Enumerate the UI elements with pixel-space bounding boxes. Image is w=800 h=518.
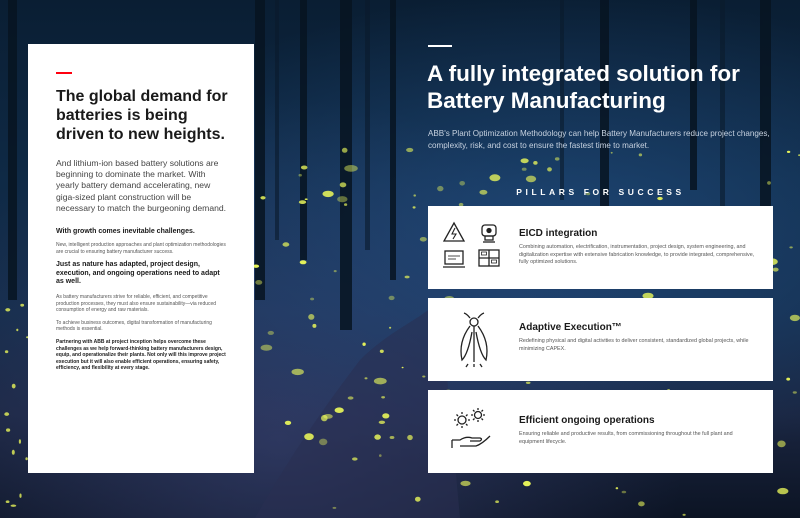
firefly-glow <box>638 501 645 506</box>
firefly-glow <box>522 168 527 171</box>
firefly-glow <box>285 421 291 425</box>
firefly-glow <box>20 304 24 307</box>
firefly-glow <box>389 327 391 329</box>
title-accent-bar <box>428 45 452 47</box>
firefly-glow <box>413 206 416 208</box>
transform-text: To achieve business outcomes, digital transformation of manufacturing methods is essential. <box>56 319 212 333</box>
eicd-icons <box>442 221 504 278</box>
laptop-icon <box>443 251 465 267</box>
pillar-title: Efficient ongoing operations <box>519 415 655 426</box>
firefly-glow <box>459 181 465 186</box>
firefly-glow <box>555 157 560 160</box>
firefly-glow <box>616 487 619 489</box>
page-title: A fully integrated solution for Battery Manufacturing <box>427 61 740 113</box>
firefly-glow <box>261 345 273 351</box>
firefly-glow <box>6 500 10 503</box>
firefly-glow <box>19 494 21 498</box>
firefly-glow <box>337 196 347 202</box>
firefly-glow <box>777 441 785 448</box>
firefly-glow <box>790 315 800 321</box>
firefly-glow <box>495 500 499 503</box>
accent-bar <box>56 72 72 74</box>
firefly-glow <box>299 200 306 204</box>
firefly-glow <box>365 377 368 379</box>
partner-text: Partnering with ABB at project inception helps overcome these challenges as we help forward-thinking battery manufacturers design, equip, and operationalize their plants. Not only will this improve project execution but it will also enable efficient operations, ensuring safety, efficiency, and flexibility at every stage. <box>56 338 226 372</box>
firefly-glow <box>333 507 337 509</box>
firefly-glow <box>380 350 384 353</box>
pillar-description: Ensuring reliable and productive results, from commissioning throughout the full plant and equipment lifecycle. <box>519 431 733 445</box>
left-info-card <box>28 44 254 473</box>
adapt-text: As battery manufacturers strive for reliable, efficient, and competitive production processes, they must also ensure sustainability—via reduced consumption of energy and raw materials. <box>56 293 217 314</box>
firefly-glow <box>379 454 382 457</box>
firefly-glow <box>415 497 421 502</box>
left-intro-text: And lithium-ion based battery solutions are beginning to dominate the market. With yearly battery demand accelerating, new giga-sized plant construction will be necessary to match the burgeoning demand. <box>56 158 227 213</box>
firefly-glow <box>402 367 404 369</box>
firefly-glow <box>344 165 358 172</box>
firefly-glow <box>335 407 344 413</box>
pillar-card-adaptive-execution <box>428 298 773 381</box>
left-heading: The global demand for batteries is being driven to new heights. <box>56 88 228 143</box>
firefly-glow <box>787 151 790 153</box>
firefly-glow <box>19 439 21 444</box>
firefly-glow <box>342 148 348 153</box>
firefly-glow <box>11 505 17 507</box>
firefly-glow <box>16 329 18 332</box>
firefly-glow <box>374 378 387 385</box>
firefly-glow <box>773 268 779 272</box>
firefly-glow <box>379 421 385 424</box>
firefly-glow <box>374 434 381 439</box>
firefly-glow <box>12 450 15 455</box>
firefly-glow <box>526 382 531 384</box>
firefly-glow <box>547 167 552 171</box>
firefly-glow <box>301 166 308 170</box>
firefly-glow <box>407 435 413 440</box>
adapt-heading: Just as nature has adapted, project design, execution, and ongoing operations need to adapt as well. <box>56 261 220 286</box>
firefly-glow <box>5 350 8 353</box>
pillar-card-eicd <box>428 206 773 289</box>
firefly-glow <box>305 198 308 200</box>
firefly-glow <box>12 384 16 389</box>
firefly-glow <box>789 246 792 248</box>
firefly-glow <box>526 176 536 183</box>
pillar-title: Adaptive Execution™ <box>519 322 622 333</box>
firefly-glow <box>340 182 347 187</box>
firefly-glow <box>4 412 9 416</box>
firefly-glow <box>323 414 333 419</box>
firefly-glow <box>489 174 500 181</box>
firefly-glow <box>413 194 416 196</box>
firefly-glow <box>786 378 790 381</box>
firefly-glow <box>268 331 274 335</box>
firefly-glow <box>322 191 333 197</box>
high-voltage-icon <box>444 223 464 241</box>
firefly-glow <box>767 181 771 185</box>
robot-icon <box>482 225 496 242</box>
firefly-glow <box>405 276 410 279</box>
firefly-glow <box>283 242 290 246</box>
firefly-glow <box>460 481 470 486</box>
firefly-glow <box>521 158 529 163</box>
page-subtitle: ABB's Plant Optimization Methodology can help Battery Manufacturers reduce project changes, complexity, risk, and cost to ensure the fastest time to market. <box>428 129 770 150</box>
firefly-glow <box>639 153 642 156</box>
firefly-glow <box>344 203 347 206</box>
firefly-glow <box>304 433 314 440</box>
firefly-glow <box>793 391 797 393</box>
pillar-description: Redefining physical and digital activities to deliver consistent, standardized global projects, while minimizing CAPEX. <box>519 338 749 352</box>
pillars-label: PILLARS FOR SUCCESS <box>516 187 685 197</box>
firefly-glow <box>622 491 627 494</box>
firefly-glow <box>683 514 686 516</box>
firefly-glow <box>381 396 385 398</box>
firefly-glow <box>422 376 425 378</box>
firefly-glow <box>292 369 304 375</box>
firefly-glow <box>5 308 10 311</box>
firefly-glow <box>406 148 413 152</box>
pillar-card-efficient-operations <box>428 390 773 473</box>
firefly-icon <box>454 312 494 373</box>
control-panel-icon <box>479 250 499 266</box>
gears-hand-icon <box>450 406 496 457</box>
challenges-text: New, intelligent production approaches and plant optimization methodologies are crucial to ensuring battery manufacturer success. <box>56 242 226 255</box>
firefly-glow <box>308 314 314 320</box>
firefly-glow <box>523 481 531 486</box>
firefly-glow <box>533 161 537 165</box>
firefly-glow <box>255 280 262 285</box>
pillar-title: EICD integration <box>519 228 598 239</box>
firefly-glow <box>611 152 613 154</box>
firefly-glow <box>390 436 395 439</box>
firefly-glow <box>299 174 302 177</box>
firefly-glow <box>319 439 327 446</box>
firefly-glow <box>362 343 365 346</box>
pillar-description: Combining automation, electrification, instrumentation, project design, system engineering, and digitalization expertise with extensive fabrication knowledge, to provide integrated, comprehensive, fully optimized solutions. <box>519 244 755 266</box>
firefly-glow <box>777 488 788 494</box>
firefly-glow <box>389 296 395 300</box>
firefly-glow <box>657 197 663 200</box>
firefly-glow <box>352 457 358 460</box>
firefly-glow <box>6 428 10 431</box>
firefly-glow <box>312 324 316 328</box>
challenges-heading: With growth comes inevitable challenges. <box>56 228 195 236</box>
firefly-glow <box>300 260 307 264</box>
firefly-glow <box>260 196 265 199</box>
firefly-glow <box>310 298 314 301</box>
firefly-glow <box>420 237 427 242</box>
firefly-glow <box>382 413 389 418</box>
firefly-glow <box>348 396 354 399</box>
firefly-glow <box>334 270 337 272</box>
